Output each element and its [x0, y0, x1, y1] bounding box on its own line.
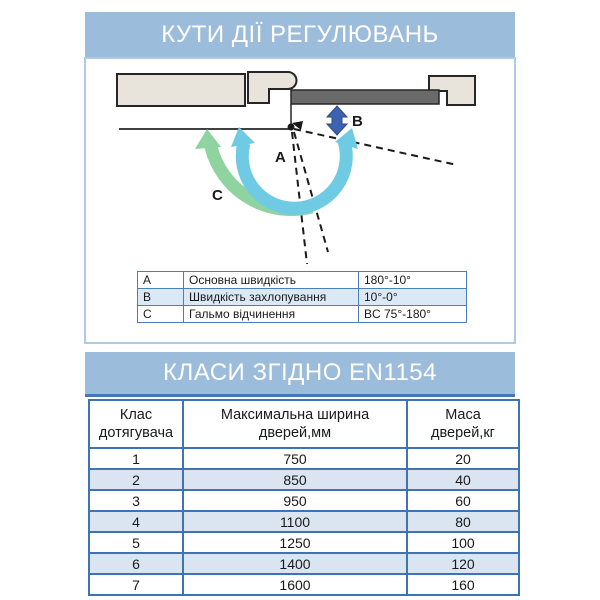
en1154-classes-table — [88, 399, 520, 596]
legend-key: B — [138, 289, 184, 306]
cell-mass: 60 — [407, 490, 519, 511]
table-header-row — [89, 400, 519, 448]
cell-width: 850 — [183, 469, 407, 490]
section2-title-text: КЛАСИ ЗГІДНО EN1154 — [163, 359, 437, 386]
table-row — [89, 511, 519, 532]
cell-class: 6 — [89, 553, 183, 574]
legend-key: A — [138, 272, 184, 289]
cell-width: 1600 — [183, 574, 407, 595]
table-row — [89, 532, 519, 553]
table-row — [89, 469, 519, 490]
cell-width: 950 — [183, 490, 407, 511]
header-door-mass: Маса дверей,кг — [407, 400, 519, 448]
cell-mass: 160 — [407, 574, 519, 595]
arc-c-arrowhead — [195, 129, 221, 149]
wall-section-left — [117, 74, 245, 106]
cell-class: 4 — [89, 511, 183, 532]
section2-title-bar — [85, 352, 515, 397]
section1-title-text: КУТИ ДІЇ РЕГУЛЮВАНЬ — [161, 20, 439, 48]
legend-label: Швидкість захлопування — [184, 289, 359, 306]
header-max-door-width: Максимальна ширина дверей,мм — [183, 400, 407, 448]
arrow-b-latching-speed — [327, 106, 347, 135]
cell-mass: 80 — [407, 511, 519, 532]
cell-class: 3 — [89, 490, 183, 511]
legend-value: BC 75°-180° — [359, 306, 467, 323]
diagram-label-a: A — [275, 149, 286, 166]
legend-label: Гальмо відчинення — [184, 306, 359, 323]
legend-key: C — [138, 306, 184, 323]
cell-mass: 120 — [407, 553, 519, 574]
cell-width: 1400 — [183, 553, 407, 574]
cell-mass: 100 — [407, 532, 519, 553]
legend-label: Основна швидкість — [184, 272, 359, 289]
cell-class: 1 — [89, 448, 183, 469]
cell-mass: 40 — [407, 469, 519, 490]
adjustment-angles-diagram-panel — [84, 57, 516, 344]
cell-class: 7 — [89, 574, 183, 595]
door-closer-body — [291, 90, 439, 104]
table-row — [89, 448, 519, 469]
cell-width: 750 — [183, 448, 407, 469]
cell-class: 5 — [89, 532, 183, 553]
diagram-label-c: C — [212, 187, 223, 204]
door-frame-post — [248, 72, 297, 103]
legend-value: 180°-10° — [359, 272, 467, 289]
legend-value: 10°-0° — [359, 289, 467, 306]
table-row — [138, 272, 467, 289]
cell-class: 2 — [89, 469, 183, 490]
table-row — [89, 553, 519, 574]
cell-width: 1250 — [183, 532, 407, 553]
dashed-line-10deg — [294, 129, 457, 165]
section1-title-bar — [85, 12, 515, 57]
table-row — [138, 306, 467, 323]
cell-width: 1100 — [183, 511, 407, 532]
dashed-line-open-1 — [292, 132, 307, 264]
adjustment-legend-table — [137, 271, 467, 323]
table-row — [89, 574, 519, 595]
diagram-label-b: B — [352, 113, 363, 130]
pivot-point — [288, 124, 295, 131]
cell-mass: 20 — [407, 448, 519, 469]
table-row — [89, 490, 519, 511]
header-closer-class: Клас дотягувача — [89, 400, 183, 448]
table-row — [138, 289, 467, 306]
arc-a-main-speed — [242, 141, 346, 208]
